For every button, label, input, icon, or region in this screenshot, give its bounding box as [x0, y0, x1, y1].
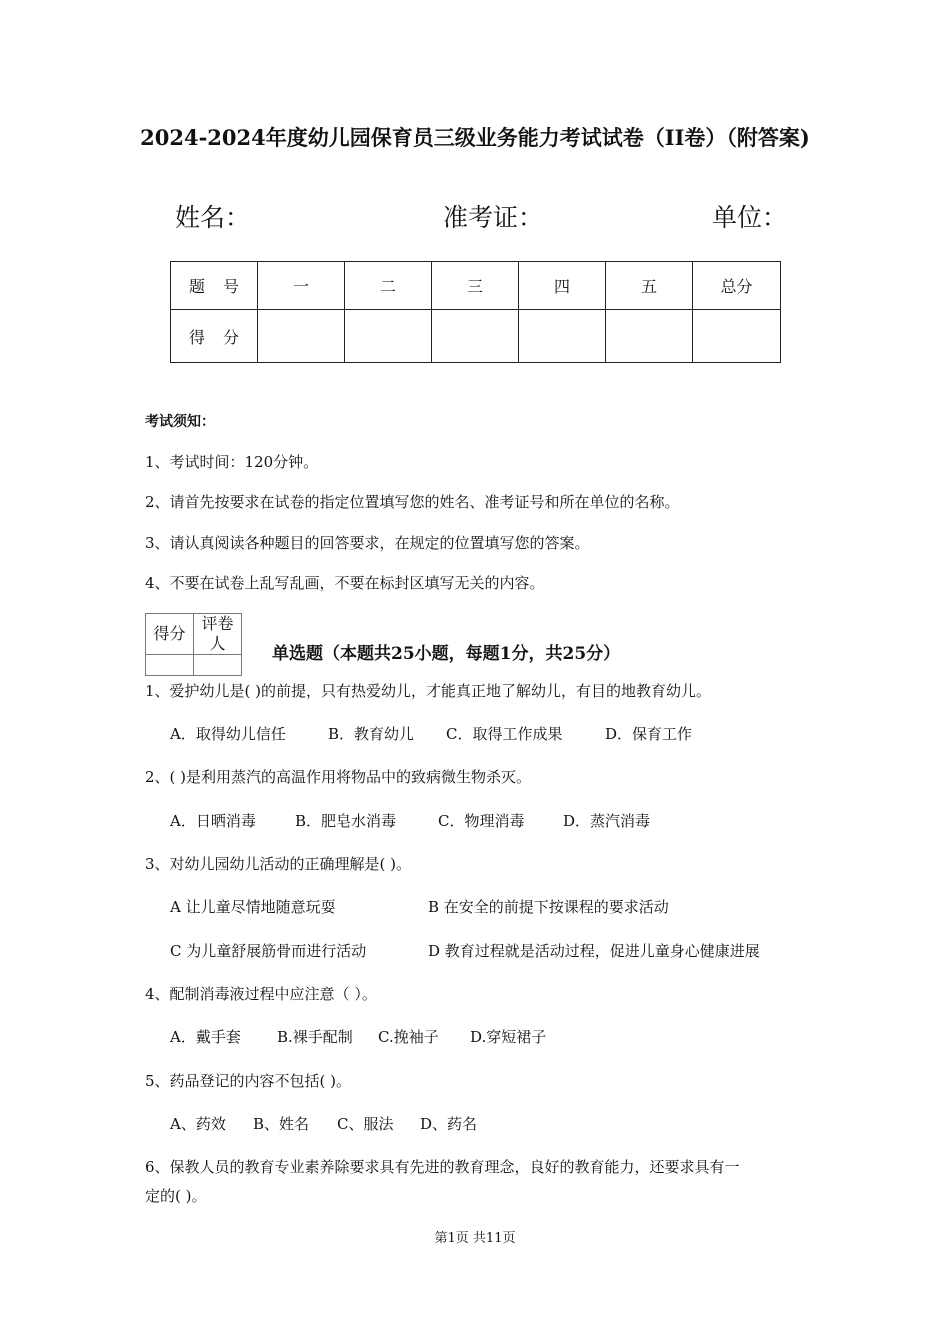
section-title: 单选题（本题共25小题，每题1分，共25分）: [272, 644, 621, 664]
option-a: A．取得幼儿信任: [170, 725, 286, 743]
exam-number-field-label: 准考证：: [443, 203, 544, 232]
question-stem: 5、药品登记的内容不包括( )。: [145, 1072, 352, 1090]
score-table-cell: 题号: [171, 262, 258, 310]
option-a: A、药效: [170, 1115, 226, 1133]
question-stem: 4、配制消毒液过程中应注意（ ）。: [145, 985, 377, 1003]
score-input-cell[interactable]: [606, 310, 693, 363]
grader-box: [145, 613, 242, 676]
score-table-cell: 四: [519, 262, 606, 310]
page-footer: 第1页 共11页: [434, 1231, 516, 1246]
notice-item: 3、请认真阅读各种题目的回答要求，在规定的位置填写您的答案。: [145, 534, 590, 552]
option-c: C.挽袖子: [378, 1028, 439, 1046]
option-b: B、姓名: [253, 1115, 310, 1133]
score-table-score-row: [171, 310, 781, 363]
grader-score-label: 得分: [146, 614, 194, 655]
option-b: B．肥皂水消毒: [295, 812, 397, 830]
question-stem-continued: 定的( )。: [145, 1187, 207, 1205]
option-d: D.穿短裙子: [470, 1028, 547, 1046]
score-table-cell: 三: [432, 262, 519, 310]
question-stem: 2、( )是利用蒸汽的高温作用将物品中的致病微生物杀灭。: [145, 768, 532, 786]
score-table-cell: 一: [258, 262, 345, 310]
question-stem: 6、保教人员的教育专业素养除要求具有先进的教育理念，良好的教育能力，还要求具有一: [145, 1158, 740, 1176]
notice-item: 1、考试时间：120分钟。: [145, 453, 319, 471]
grader-name-cell[interactable]: [194, 655, 242, 676]
notice-item: 2、请首先按要求在试卷的指定位置填写您的姓名、准考证号和所在单位的名称。: [145, 493, 680, 511]
score-input-cell[interactable]: [258, 310, 345, 363]
grader-name-label: 评卷人: [194, 614, 242, 655]
option-c: C、服法: [337, 1115, 394, 1133]
score-input-cell[interactable]: [519, 310, 606, 363]
score-table-cell: 得分: [171, 310, 258, 363]
option-a: A．日晒消毒: [170, 812, 256, 830]
score-input-cell[interactable]: [432, 310, 519, 363]
score-table-header-row: [171, 262, 781, 310]
option-c: C 为儿童舒展筋骨而进行活动: [170, 942, 367, 960]
page-title: 2024-2024年度幼儿园保育员三级业务能力考试试卷（II卷）（附答案): [140, 125, 810, 150]
option-c: C．取得工作成果: [446, 725, 563, 743]
unit-field-label: 单位：: [712, 203, 788, 232]
option-a: A．戴手套: [170, 1028, 241, 1046]
question-stem: 3、对幼儿园幼儿活动的正确理解是( )。: [145, 855, 412, 873]
option-b: B．教育幼儿: [328, 725, 415, 743]
grader-score-cell[interactable]: [146, 655, 194, 676]
question-stem: 1、爱护幼儿是( )的前提，只有热爱幼儿，才能真正地了解幼儿，有目的地教育幼儿。: [145, 682, 712, 700]
option-d: D、药名: [420, 1115, 478, 1133]
option-b: B.裸手配制: [277, 1028, 353, 1046]
option-a: A 让儿童尽情地随意玩耍: [170, 898, 336, 916]
name-field-label: 姓名：: [175, 203, 251, 232]
score-table-cell: 二: [345, 262, 432, 310]
option-d: D．蒸汽消毒: [563, 812, 651, 830]
score-input-cell[interactable]: [345, 310, 432, 363]
score-table: [170, 261, 781, 363]
option-c: C．物理消毒: [438, 812, 525, 830]
notice-heading: 考试须知：: [145, 414, 215, 430]
notice-item: 4、不要在试卷上乱写乱画，不要在标封区填写无关的内容。: [145, 574, 545, 592]
score-table-cell: 总分: [693, 262, 781, 310]
option-b: B 在安全的前提下按课程的要求活动: [428, 898, 669, 916]
option-d: D．保育工作: [605, 725, 693, 743]
score-input-cell[interactable]: [693, 310, 781, 363]
option-d: D 教育过程就是活动过程，促进儿童身心健康进展: [428, 942, 760, 960]
score-table-cell: 五: [606, 262, 693, 310]
